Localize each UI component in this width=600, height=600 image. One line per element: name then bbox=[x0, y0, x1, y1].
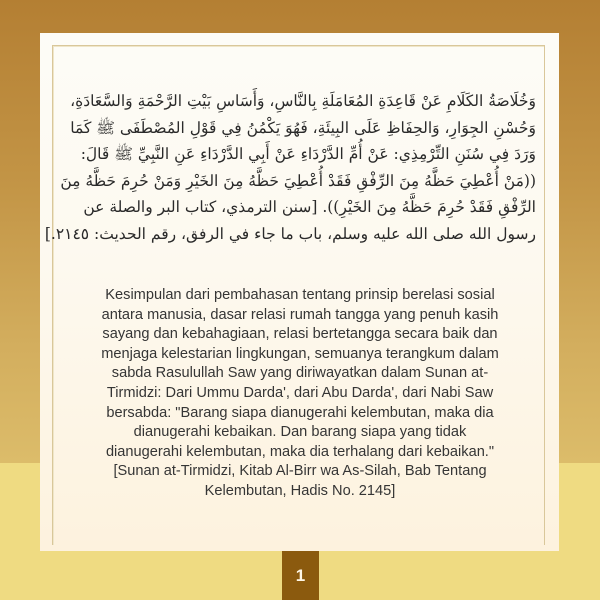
arabic-line: رسول الله صلى الله عليه وسلم، باب ما جاء في الرفق، رقم الحديث: ٢١٤٥.] bbox=[44, 224, 536, 243]
translation-line: dianugerahi kebaikan. Dan barang siapa yang tidak bbox=[133, 424, 467, 441]
translation-line: sabda Rasulullah Saw yang diriwayatkan dalam Sunan at- bbox=[111, 365, 489, 382]
arabic-line: ((مَنْ أُعْطِيَ حَظَّهُ مِنَ الرِّفْقِ فَقَدْ أُعْطِيَ حَظَّهُ مِنَ الخَيْرِ وَمَنْ حُرِمَ حَظَّهُ مِنَ bbox=[60, 171, 536, 190]
translation-line: [Sunan at-Tirmidzi, Kitab Al-Birr wa As-Silah, Bab Tentang bbox=[113, 463, 487, 480]
translation-line: Kesimpulan dari pembahasan tentang prinsip berelasi sosial bbox=[105, 287, 495, 303]
translation-line: Tirmidzi: Dari Ummu Darda', dari Abu Darda', dari Nabi Saw bbox=[106, 384, 494, 401]
arabic-line: وَرَدَ فِي سُنَنِ التِّرْمِذِي: عَنْ أُمِّ الدَّرْدَاءِ عَنْ أَبِي الدَّرْدَاءِ عَنِ النَّبِيِّ ﷺ قَالَ: bbox=[80, 145, 536, 164]
arabic-text-block bbox=[44, 88, 536, 248]
page-number-badge bbox=[282, 551, 319, 600]
indonesian-translation-block bbox=[84, 286, 516, 502]
translation-line: Kelembutan, Hadis No. 2145] bbox=[204, 482, 396, 499]
page-number: 1 bbox=[295, 565, 306, 585]
translation-line: menjaga kelestarian lingkungan, semuanya terangkum dalam bbox=[101, 345, 499, 362]
translation-line: bersabda: "Barang siapa dianugerahi kelembutan, maka dia bbox=[106, 404, 494, 421]
translation-line: dianugerahi kelembutan, maka dia terhalang dari kebaikan." bbox=[105, 443, 495, 460]
content-card bbox=[40, 33, 559, 551]
arabic-line: وَحُسْنِ الجِوَارِ، وَالحِفَاظِ عَلَى البِيئَةِ، فَهُوَ يَكْمُنُ فِي قَوْلِ المُصْطَفَى ﷺ كَمَا bbox=[70, 118, 536, 137]
translation-line: sayang dan kebahagiaan, relasi bertetangga secara baik dan bbox=[102, 326, 498, 343]
translation-line: antara manusia, dasar relasi rumah tangga yang penuh kasih bbox=[101, 306, 499, 323]
arabic-line: الرِّفْقِ فَقَدْ حُرِمَ حَظَّهُ مِنَ الخَيْرِ)). [سنن الترمذي، كتاب البر والصلة عن bbox=[83, 198, 536, 217]
arabic-line: وَخُلَاصَةُ الكَلَامِ عَنْ قَاعِدَةِ المُعَامَلَةِ بِالنَّاسِ، وَأَسَاسِ بَيْتِ الرَّحْمَةِ وَالسَّعَادَةِ، bbox=[70, 92, 536, 110]
